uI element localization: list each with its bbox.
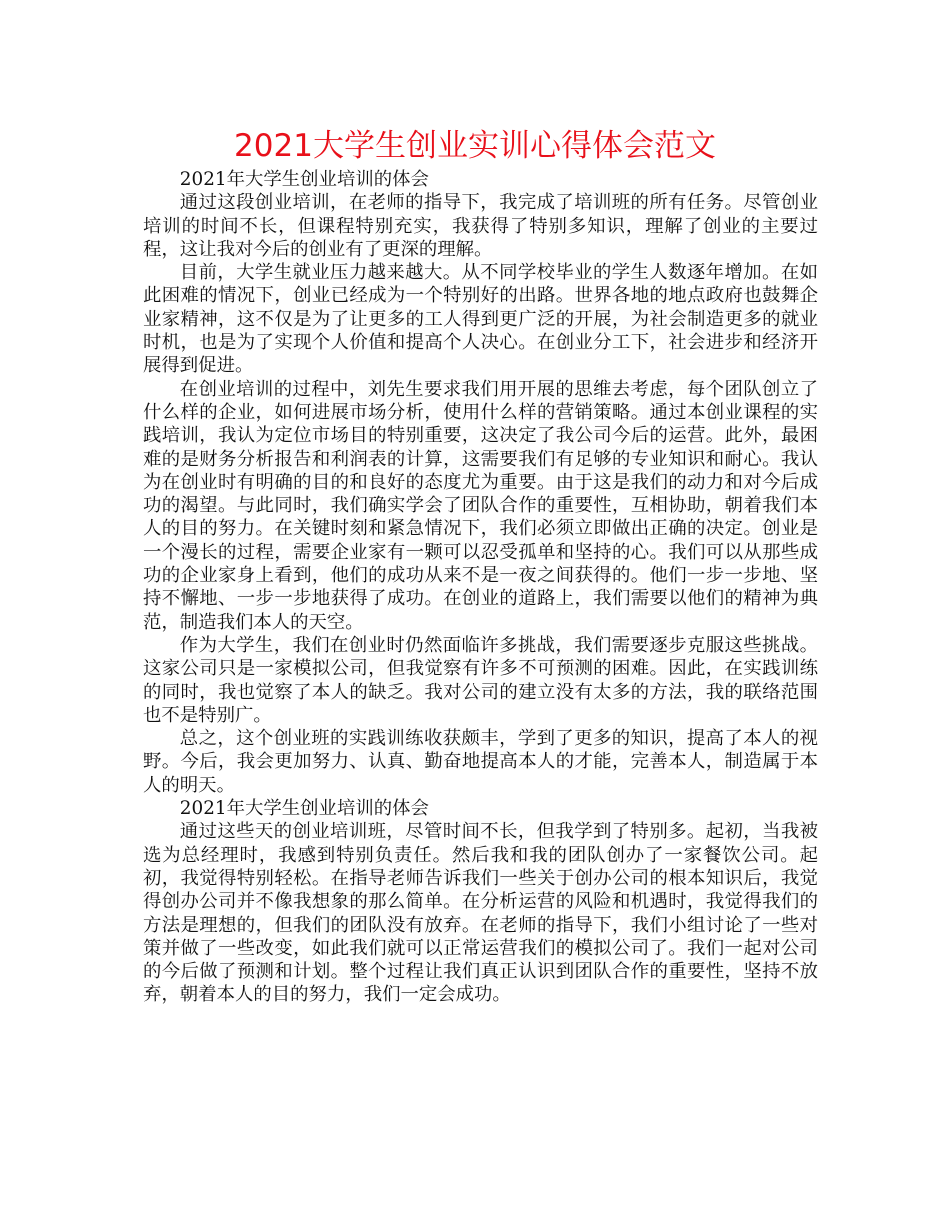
document-title: 2021大学生创业实训心得体会范文 [234, 128, 716, 164]
paragraph: 通过这些天的创业培训班，尽管时间不长，但我学到了特别多。起初，当我被选为总经理时，我感到特别负责任。然后我和我的团队创办了一家餐饮公司。起初，我觉得特别轻松。在指导老师告诉我们一些关于创办公司的根本知识后，我觉得创办公司并不像我想象的那么简单。在分析运营的风险和机遇时，我觉得我们的方法是理想的，但我们的团队没有放弃。在老师的指导下，我们小组讨论了一些对策并做了一些改变，如此我们就可以正常运营我们的模拟公司了。我们一起对公司的今后做了预测和计划。整个过程让我们真正认识到团队合作的重要性，坚持不放弃，朝着本人的目的努力，我们一定会成功。 [143, 821, 818, 1006]
paragraph: 总之，这个创业班的实践训练收获颇丰，学到了更多的知识，提高了本人的视野。今后，我会更加努力、认真、勤奋地提高本人的才能，完善本人，制造属于本人的明天。 [143, 728, 818, 796]
paragraph: 通过这段创业培训，在老师的指导下，我完成了培训班的所有任务。尽管创业培训的时间不长，但课程特别充实，我获得了特别多知识，理解了创业的主要过程，这让我对今后的创业有了更深的理解。 [143, 192, 818, 260]
section-heading: 2021年大学生创业培训的体会 [179, 169, 429, 190]
paragraph: 目前，大学生就业压力越来越大。从不同学校毕业的学生人数逐年增加。在如此困难的情况下，创业已经成为一个特别好的出路。世界各地的地点政府也鼓舞企业家精神，这不仅是为了让更多的工人得到更广泛的开展，为社会制造更多的就业时机，也是为了实现个人价值和提高个人决心。在创业分工下，社会进步和经济开展得到促进。 [143, 262, 818, 377]
paragraph: 作为大学生，我们在创业时仍然面临许多挑战，我们需要逐步克服这些挑战。这家公司只是一家模拟公司，但我觉察有许多不可预测的困难。因此，在实践训练的同时，我也觉察了本人的缺乏。我对公司的建立没有太多的方法，我的联络范围也不是特别广。 [143, 634, 818, 726]
document-body [143, 168, 818, 1007]
section-heading: 2021年大学生创业培训的体会 [179, 798, 429, 820]
paragraph: 在创业培训的过程中，刘先生要求我们用开展的思维去考虑，每个团队创立了什么样的企业，如何进展市场分析，使用什么样的营销策略。通过本创业课程的实践培训，我认为定位市场目的特别重要，这决定了我公司今后的运营。此外，最困难的是财务分析报告和利润表的计算，这需要我们有足够的专业知识和耐心。我认为在创业时有明确的目的和良好的态度尤为重要。由于这是我们的动力和对今后成功的渴望。与此同时，我们确实学会了团队合作的重要性，互相协助，朝着我们本人的目的努力。在关键时刻和紧急情况下，我们必须立即做出正确的决定。创业是一个漫长的过程，需要企业家有一颗可以忍受孤单和坚持的心。我们可以从那些成功的企业家身上看到，他们的成功从来不是一夜之间获得的。他们一步一步地、坚持不懈地、一步一步地获得了成功。在创业的道路上，我们需要以他们的精神为典范，制造我们本人的天空。 [143, 378, 818, 633]
